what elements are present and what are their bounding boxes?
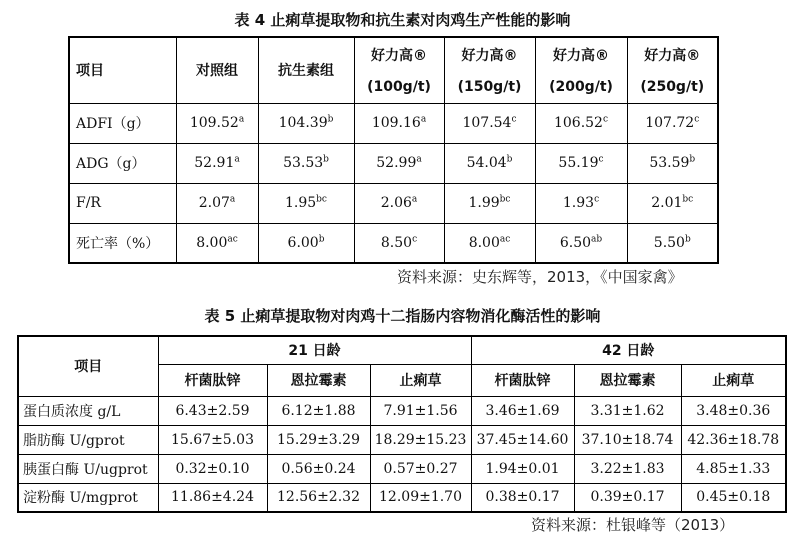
table4-cell-value: 5.50 <box>653 234 685 251</box>
table5-cell: 12.56±2.32 <box>267 483 370 512</box>
table4-col-header: 对照组 <box>176 37 258 103</box>
table5-subcol-header: 杆菌肽锌 <box>158 364 267 396</box>
table4-row-label: F/R <box>69 183 176 223</box>
table5-row <box>18 483 786 512</box>
table5-cell: 0.45±0.18 <box>681 483 786 512</box>
table5-cell: 0.57±0.27 <box>370 454 471 483</box>
table4-cell-superscript: a <box>234 154 240 165</box>
table4-cell-value: 2.07 <box>198 195 230 211</box>
table5-subcol-header: 杆菌肽锌 <box>471 364 574 396</box>
table5-cell: 1.94±0.01 <box>471 454 574 483</box>
table4-cell-superscript: ab <box>591 234 603 245</box>
table5-source: 资料来源：杜银峰等（2013） <box>531 516 735 534</box>
table5-row-label: 胰蛋白酶 U/ugprot <box>18 454 158 483</box>
table5-cell: 6.12±1.88 <box>267 396 370 425</box>
table4-col-header: 好力高® (150g/t) <box>444 37 535 103</box>
table5-subcol-header: 止痢草 <box>370 364 471 396</box>
table4-cell <box>176 183 258 223</box>
table4-row <box>69 183 718 223</box>
table5-subcol-header: 止痢草 <box>681 364 786 396</box>
table4-cell <box>535 103 627 143</box>
table5-cell: 0.38±0.17 <box>471 483 574 512</box>
table4-cell-superscript: a <box>229 194 236 205</box>
table4-cell <box>258 223 354 263</box>
table4-cell-value: 104.39 <box>278 115 328 131</box>
table4-row <box>69 103 718 143</box>
table4-cell-superscript: bc <box>682 194 694 205</box>
table4-cell-superscript: b <box>684 234 691 245</box>
table4-col-header: 好力高® (200g/t) <box>535 37 627 103</box>
table5-cell: 7.91±1.56 <box>370 396 471 425</box>
table5-caption: 表 5 止痢草提取物对肉鸡十二指肠内容物消化酶活性的影响 <box>204 307 601 325</box>
table4-cell <box>354 223 444 263</box>
table4-cell-value: 2.06 <box>380 195 412 211</box>
table4 <box>68 36 719 264</box>
table4-row <box>69 143 718 183</box>
table5-cell: 0.39±0.17 <box>574 483 681 512</box>
table5-cell: 3.48±0.36 <box>681 396 786 425</box>
table4-cell <box>176 223 258 263</box>
table4-cell-superscript: bc <box>499 194 511 205</box>
table5-row-label: 脂肪酶 U/gprot <box>18 425 158 454</box>
table4-cell <box>354 103 444 143</box>
table4-cell <box>627 183 718 223</box>
table4-cell-superscript: ac <box>227 234 238 245</box>
table4-cell-superscript: bc <box>316 194 327 205</box>
table4-cell <box>535 183 627 223</box>
table5-cell: 42.36±18.78 <box>681 425 786 454</box>
table4-header-row <box>69 37 718 103</box>
table4-cell <box>627 223 718 263</box>
table5-cell: 11.86±4.24 <box>158 483 267 512</box>
table4-cell-superscript: a <box>416 154 422 165</box>
table5-cell: 3.31±1.62 <box>574 396 681 425</box>
table4-cell-superscript: c <box>694 114 700 125</box>
table5-cell: 37.10±18.74 <box>574 425 681 454</box>
table4-cell-superscript: c <box>598 154 604 165</box>
table4-cell-superscript: b <box>323 154 329 165</box>
table4-source: 资料来源：史东辉等，2013，《中国家禽》 <box>397 268 683 286</box>
table4-cell <box>258 183 354 223</box>
table5-header-label: 项目 <box>18 336 158 396</box>
table4-cell <box>627 143 718 183</box>
table4-cell-superscript: c <box>594 194 600 205</box>
table4-cell <box>176 143 258 183</box>
table4-row-label: 死亡率（%） <box>69 223 176 263</box>
table4-cell-superscript: b <box>689 154 696 165</box>
table5-row <box>18 425 786 454</box>
table4-cell <box>176 103 258 143</box>
table4-cell-value: 54.04 <box>466 155 507 171</box>
table5-cell: 4.85±1.33 <box>681 454 786 483</box>
table4-cell <box>258 143 354 183</box>
table4-cell-value: 1.95 <box>285 195 317 211</box>
table4-cell <box>444 183 535 223</box>
table4-col-header: 抗生素组 <box>258 37 354 103</box>
table4-cell-value: 8.00 <box>196 234 228 251</box>
table4-header-label: 项目 <box>69 37 176 103</box>
table5-group-header: 42 日龄 <box>471 336 786 364</box>
table4-cell <box>627 103 718 143</box>
table4-cell-superscript: b <box>327 114 334 125</box>
table5-cell: 15.67±5.03 <box>158 425 267 454</box>
table4-cell-value: 53.53 <box>283 155 324 171</box>
table4-cell-value: 2.01 <box>651 195 683 211</box>
table4-cell <box>354 183 444 223</box>
table4-cell-value: 107.72 <box>645 115 695 131</box>
table4-cell-value: 52.99 <box>376 155 417 171</box>
table4-row-label: ADG（g） <box>69 143 176 183</box>
table4-cell <box>444 223 535 263</box>
table5-cell: 12.09±1.70 <box>370 483 471 512</box>
table4-cell <box>354 143 444 183</box>
table4-row <box>69 223 718 263</box>
table4-cell-value: 107.54 <box>462 115 512 131</box>
table4-cell-value: 109.52 <box>189 115 239 131</box>
table4-cell-value: 106.52 <box>553 115 603 131</box>
table4-cell-superscript: a <box>238 114 245 125</box>
table4-cell-value: 6.50 <box>559 234 592 251</box>
table4-col-header: 好力高® (250g/t) <box>627 37 718 103</box>
table5-cell: 18.29±15.23 <box>370 425 471 454</box>
table4-row-label: ADFI（g） <box>69 103 176 143</box>
table4-cell-value: 8.00 <box>468 234 500 251</box>
table4-cell-value: 55.19 <box>558 155 599 171</box>
table4-cell-superscript: ac <box>499 234 511 245</box>
table4-cell-value: 1.99 <box>468 195 500 211</box>
table4-cell-superscript: b <box>318 234 325 245</box>
table5-row-label: 蛋白质浓度 g/L <box>18 396 158 425</box>
table4-cell-superscript: c <box>602 114 609 125</box>
table4-cell-superscript: c <box>511 114 517 125</box>
table4-caption: 表 4 止痢草提取物和抗生素对肉鸡生产性能的影响 <box>234 11 571 29</box>
table4-cell-superscript: b <box>506 154 513 165</box>
table4-cell <box>535 223 627 263</box>
table4-cell-superscript: a <box>411 194 418 205</box>
table5-group-header: 21 日龄 <box>158 336 471 364</box>
table4-cell-superscript: a <box>420 114 427 125</box>
table4-cell-superscript: c <box>412 234 418 245</box>
table4-cell <box>444 143 535 183</box>
table4-cell-value: 8.50 <box>380 234 413 251</box>
table5-row <box>18 454 786 483</box>
table5-subcol-header: 恩拉霉素 <box>574 364 681 396</box>
table5-row <box>18 396 786 425</box>
table5-group-row <box>18 336 786 364</box>
table5-cell: 0.32±0.10 <box>158 454 267 483</box>
table5-subcol-header: 恩拉霉素 <box>267 364 370 396</box>
table5-cell: 6.43±2.59 <box>158 396 267 425</box>
table4-cell-value: 53.59 <box>649 155 690 171</box>
table5-row-label: 淀粉酶 U/mgprot <box>18 483 158 512</box>
table5-cell: 0.56±0.24 <box>267 454 370 483</box>
table4-cell-value: 109.16 <box>371 115 421 131</box>
table4-cell <box>444 103 535 143</box>
table5-cell: 37.45±14.60 <box>471 425 574 454</box>
table4-cell-value: 52.91 <box>194 155 235 171</box>
table5-cell: 15.29±3.29 <box>267 425 370 454</box>
table4-cell <box>535 143 627 183</box>
table4-col-header: 好力高® (100g/t) <box>354 37 444 103</box>
table5-cell: 3.46±1.69 <box>471 396 574 425</box>
table4-cell-value: 6.00 <box>287 234 319 251</box>
table4-cell-value: 1.93 <box>562 195 595 211</box>
table5 <box>17 335 787 513</box>
table5-cell: 3.22±1.83 <box>574 454 681 483</box>
table4-cell <box>258 103 354 143</box>
